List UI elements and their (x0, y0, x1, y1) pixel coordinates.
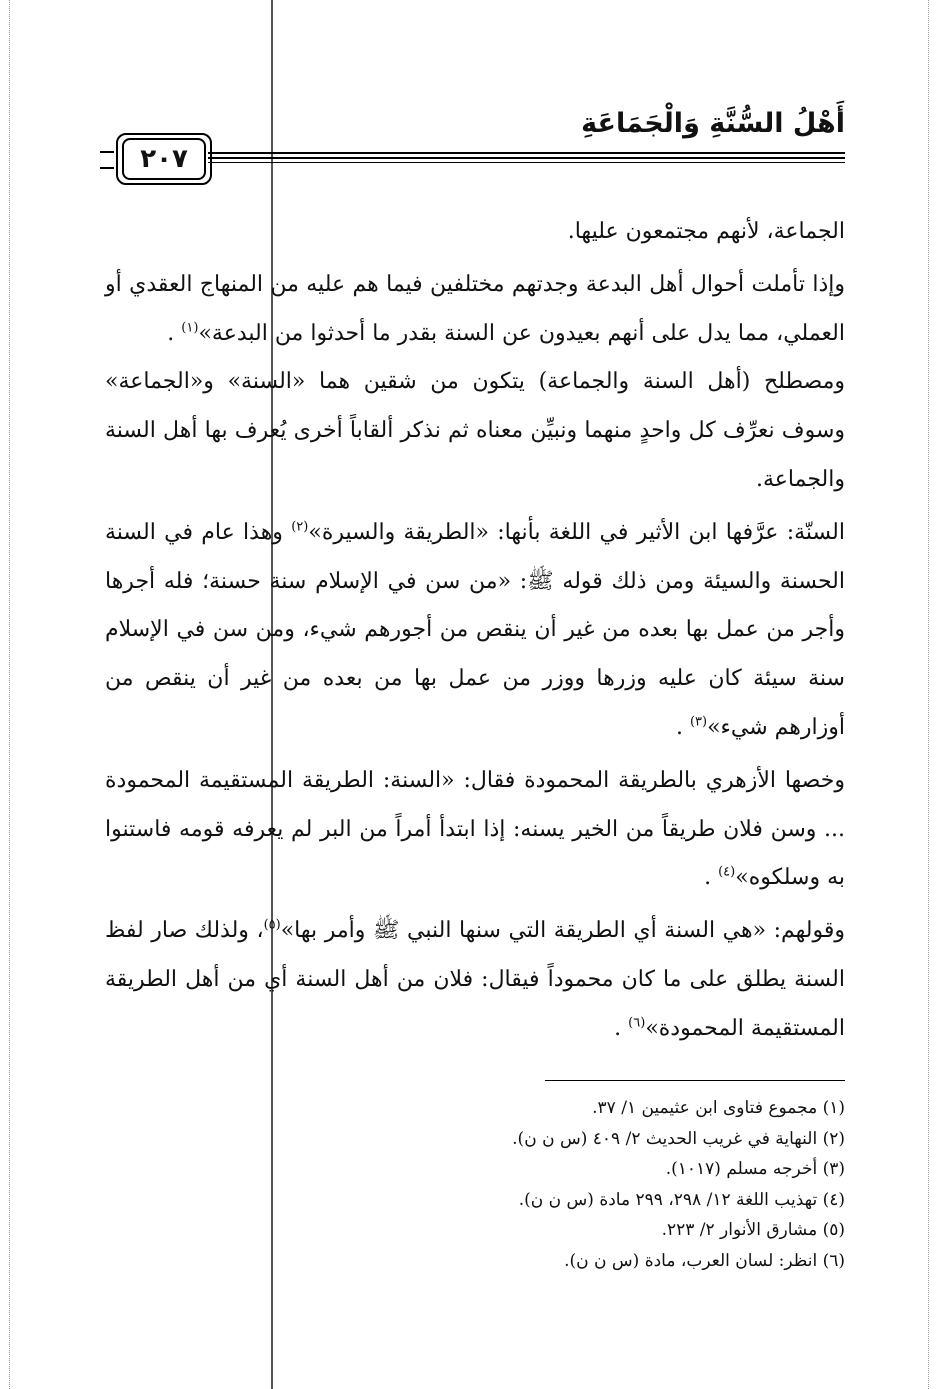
header-rule (208, 157, 845, 159)
footnote-separator (545, 1080, 845, 1081)
footnote-ref: (٣) (689, 714, 708, 730)
running-title: أَهْلُ السُّنَّةِ وَالْجَمَاعَةِ (581, 108, 845, 139)
footnote: (٦) انظر: لسان العرب، مادة (س ن ن). (564, 1250, 845, 1271)
paragraph: ومصطلح (أهل السنة والجماعة) يتكون من شقين هما «السنة» و«الجماعة» وسوف نعرِّف كل واحدٍ منهما ونبيِّن معناه ثم نذكر ألقاباً أخرى يُعرف بها أهل السنة والجماعة. (105, 369, 845, 492)
footnote-ref: (٦) (628, 1015, 646, 1031)
header-rule (208, 152, 845, 154)
header-rule (208, 162, 845, 163)
footnote-ref: (٥) (263, 917, 281, 933)
footnote-ref: (١) (181, 320, 199, 336)
header-rule-end (100, 151, 114, 169)
footnote: (١) مجموع فتاوى ابن عثيمين ١/ ٣٧. (592, 1098, 845, 1118)
footnote: (٥) مشارق الأنوار ٢/ ٢٢٣. (661, 1220, 845, 1241)
footnote: (٤) تهذيب اللغة ١٢/ ٢٩٨، ٢٩٩ مادة (س ن ن). (518, 1189, 845, 1210)
left-edge-dots (9, 0, 10, 1389)
footnote: (٣) أخرجه مسلم (١٠١٧). (665, 1159, 845, 1180)
footnote: (٢) النهاية في غريب الحديث ٢/ ٤٠٩ (س ن ن). (512, 1128, 845, 1149)
footnote-ref: (٤) (718, 865, 736, 881)
page-header (100, 108, 845, 186)
paragraph: وقولهم: «هي السنة أي الطريقة التي سنها النبي ﷺ وأمر بها»$^{(٥)}$، ولذلك صار لفظ السنة يطلق على ما كان محموداً فيقال: فلان من أهل السنة أي من أهل الطريقة المستقيمة المحمودة»$^{(٦)}$ . (105, 917, 845, 1041)
paragraph: السنّة: عرَّفها ابن الأثير في اللغة بأنها: «الطريقة والسيرة»$^{(٢)}$ وهذا عام في السنة الحسنة والسيئة ومن ذلك قوله ﷺ: «من سن في الإسلام سنة حسنة؛ فله أجرها وأجر من عمل بها بعده من غير أن ينقص من أجورهم شيء، ومن سن في الإسلام سنة سيئة كان عليه وزرها ووزر من عمل بها من بعده من غير أن ينقص من أوزارهم شيء»$^{(٣)}$ . (105, 519, 845, 740)
paragraph: الجماعة، لأنهم مجتمعون عليها. (567, 219, 845, 244)
footnotes (145, 1093, 845, 1277)
right-edge-dots (928, 0, 929, 1389)
paragraph: وإذا تأملت أحوال أهل البدعة وجدتهم مختلفين فيما هم عليه من المنهاج العقدي أو العملي، مما يدل على أنهم بعيدون عن السنة بقدر ما أحدثوا من البدعة»$^{(١)}$ . (105, 271, 845, 346)
page-number: ٢٠٧ (122, 138, 206, 180)
footnote-ref: (٢) (291, 519, 309, 535)
paragraph: وخصها الأزهري بالطريقة المحمودة فقال: «السنة: الطريقة المستقيمة المحمودة ... وسن فلان طريقاً من الخير يسنه: إذا ابتدأ أمراً من البر لم يعرفه قومه فاستنوا به وسلكوه»$^{(٤)}$ . (105, 767, 845, 891)
main-text (105, 208, 845, 1054)
